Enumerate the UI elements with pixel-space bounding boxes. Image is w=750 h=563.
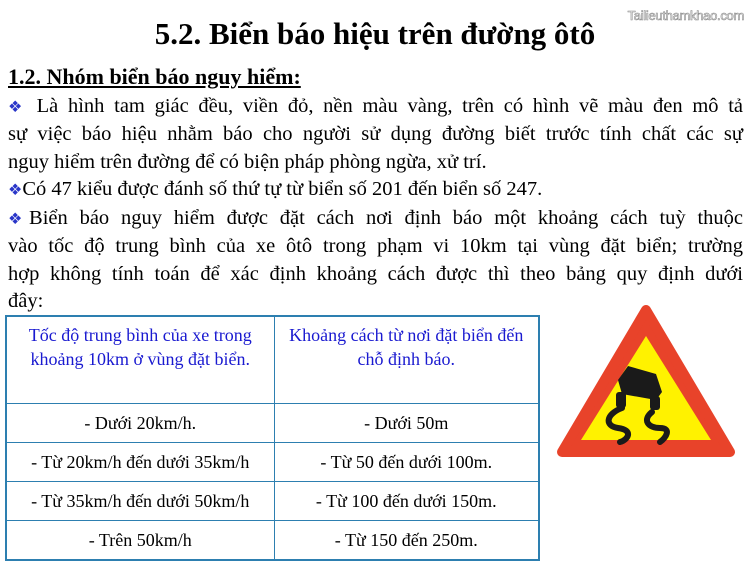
- body-text: Có 47 kiểu được đánh số thứ tự từ biển số 201 đến biển số 247.: [22, 178, 543, 200]
- body-line: sự việc báo hiệu nhằm báo cho người sử dụng đường biết trước tính chất các sự: [8, 123, 743, 145]
- body-text: Biển báo nguy hiểm được đặt cách nơi định báo một khoảng cách tuỳ thuộc: [29, 207, 744, 229]
- bullet-diamond-icon: ❖: [8, 211, 30, 228]
- table-row: [6, 521, 539, 561]
- distance-table: [5, 315, 540, 561]
- header-speed: Tốc độ trung bình của xe trong khoảng 10km ở vùng đặt biển.: [6, 316, 274, 404]
- watermark: Tailieuthamkhao.com: [627, 8, 744, 23]
- table-row: [6, 404, 539, 443]
- body-text: Là hình tam giác đều, viền đỏ, nền màu vàng, trên có hình vẽ màu đen mô tả: [26, 95, 744, 117]
- cell-speed: - Từ 35km/h đến dưới 50km/h: [6, 482, 274, 521]
- table-header-row: [6, 316, 539, 404]
- bullet-diamond-icon: ❖: [8, 99, 27, 116]
- cell-distance: - Từ 150 đến 250m.: [274, 521, 539, 561]
- slide-title: 5.2. Biển báo hiệu trên đường ôtô: [154, 16, 596, 51]
- body-line: [8, 175, 743, 205]
- body-line: nguy hiểm trên đường để có biện pháp phòng ngừa, xử trí.: [8, 151, 487, 173]
- header-distance: Khoảng cách từ nơi đặt biển đến chỗ định báo.: [274, 316, 539, 404]
- section-heading: 1.2. Nhóm biển báo nguy hiểm:: [8, 64, 301, 89]
- cell-distance: - Từ 50 đến dưới 100m.: [274, 443, 539, 482]
- cell-speed: - Dưới 20km/h.: [6, 404, 274, 443]
- body-line: hợp không tính toán để xác định khoảng cách được thì theo bảng quy định dưới: [8, 263, 743, 285]
- cell-distance: - Dưới 50m: [274, 404, 539, 443]
- body-line: [8, 204, 743, 234]
- body-line: đây:: [8, 290, 44, 312]
- cell-speed: - Từ 20km/h đến dưới 35km/h: [6, 443, 274, 482]
- body-line: vào tốc độ trung bình của xe ôtô trong phạm vi 10km tại vùng đặt biển; trường: [8, 235, 743, 257]
- table-row: [6, 482, 539, 521]
- bullet-diamond-icon: ❖: [8, 182, 23, 199]
- slippery-road-sign-icon: [556, 304, 736, 460]
- cell-speed: - Trên 50km/h: [6, 521, 274, 561]
- cell-distance: - Từ 100 đến dưới 150m.: [274, 482, 539, 521]
- body-line: [8, 92, 743, 122]
- table-row: [6, 443, 539, 482]
